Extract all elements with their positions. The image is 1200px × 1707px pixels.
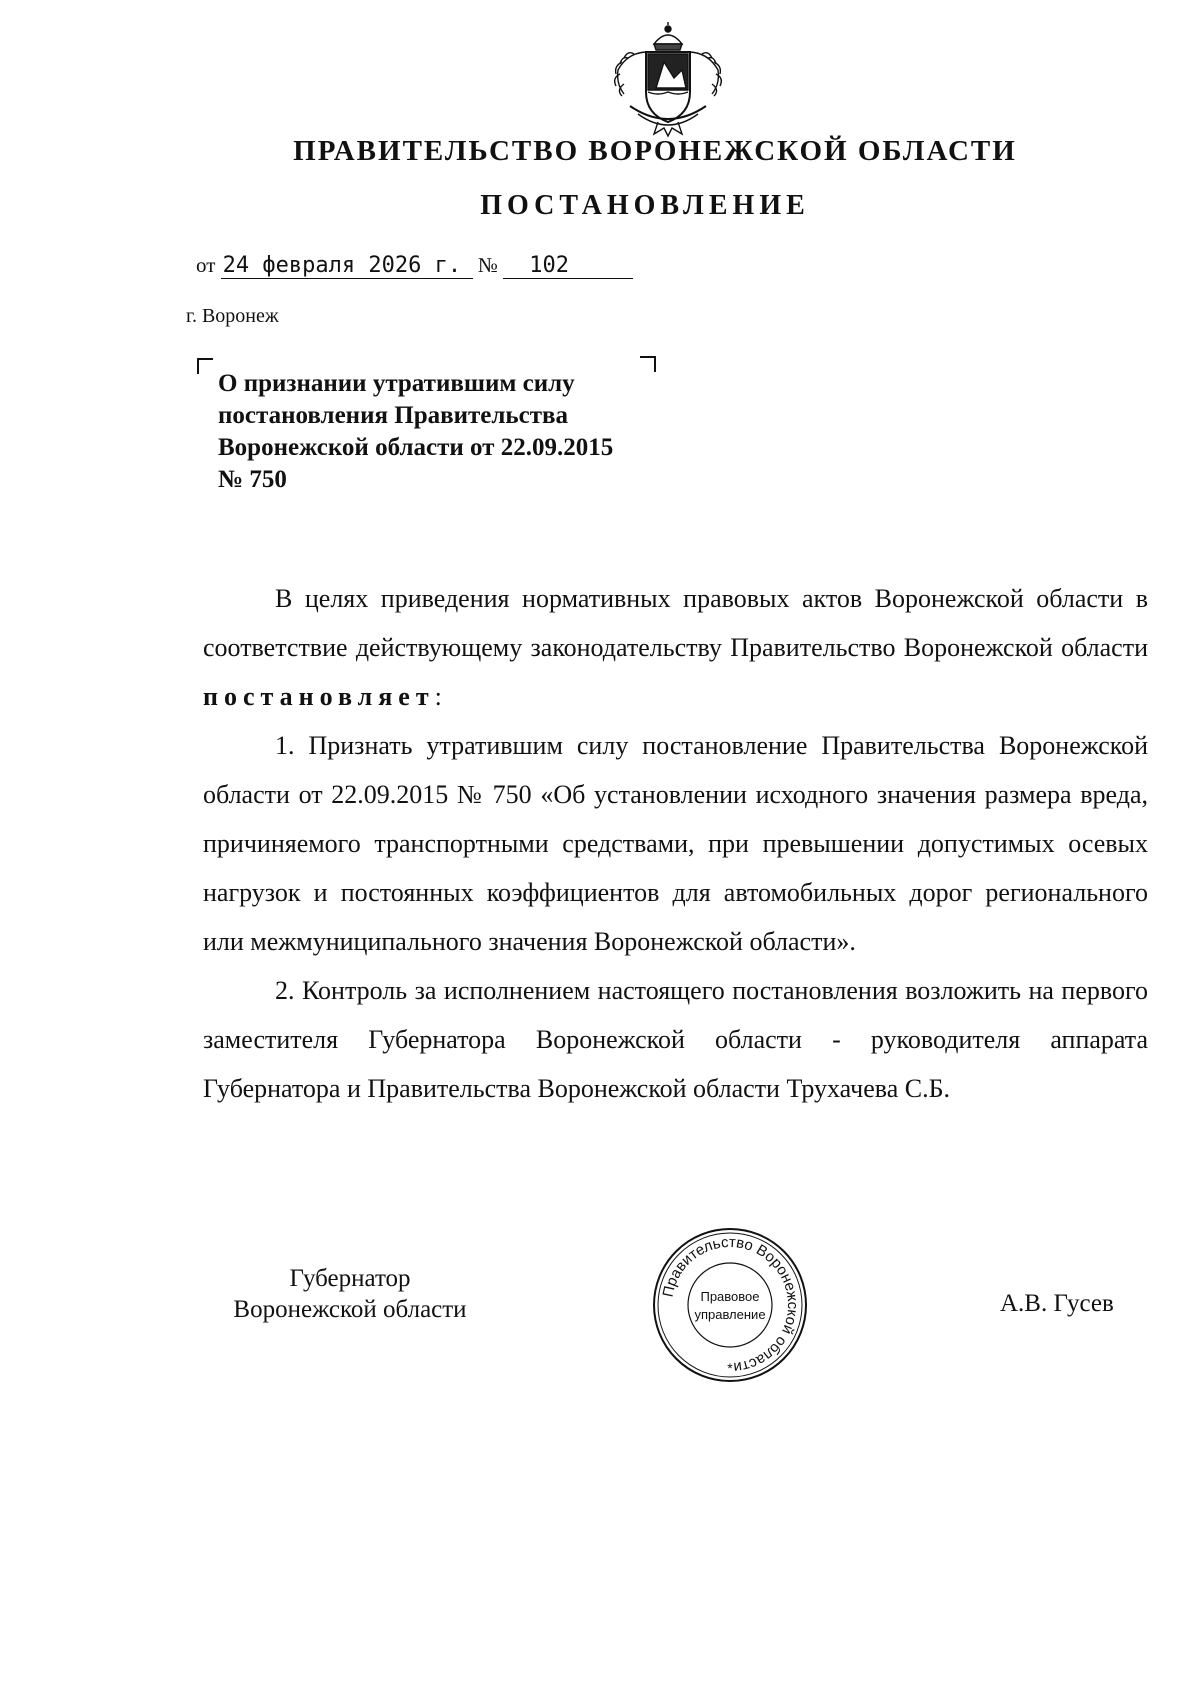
stamp-star: * — [727, 1360, 733, 1376]
stamp-center-line-1: Правовое — [700, 1289, 760, 1304]
organization-title: ПРАВИТЕЛЬСТВО ВОРОНЕЖСКОЙ ОБЛАСТИ — [293, 135, 1017, 167]
date-number-line — [196, 253, 633, 279]
item-2-paragraph: 2. Контроль за исполнением настоящего постановления возложить на первого заместителя Губернатора Воронежской области - руководителя аппарата Губернатора и Правительства Воронежской области Трухачева С.Б. — [203, 976, 1148, 1103]
document-subject: О признании утратившим силу постановления Правительства Воронежской области от 22.09.2015 № 750 — [218, 370, 614, 493]
signatory-position — [200, 1263, 500, 1325]
position-line-2: Воронежской области — [233, 1296, 467, 1323]
item-1-paragraph: 1. Признать утратившим силу постановление Правительства Воронежской области от 22.09.2015 № 750 «Об установлении исходного значения размера вреда, причиняемого транспортными средствами, при превышении допустимых осевых нагрузок и постоянных коэффициентов для автомобильных дорог регионального или межмуниципального значения Воронежской области». — [203, 731, 1148, 956]
document-date: 24 февраля 2026 г. — [222, 253, 462, 278]
official-stamp — [650, 1225, 810, 1385]
number-label: № — [477, 253, 498, 277]
signatory-name: А.В. Гусев — [1000, 1290, 1114, 1317]
document-body — [203, 574, 1148, 1113]
document-number: 102 — [529, 253, 569, 278]
intro-text: В целях приведения нормативных правовых актов Воронежской области в соответствие действующему законодательству Правительство Воронежской области — [203, 584, 1148, 662]
document-type: ПОСТАНОВЛЕНИЕ — [480, 190, 810, 221]
position-line-1: Губернатор — [289, 1265, 411, 1292]
subject-corner-right — [640, 356, 656, 372]
stamp-center-line-2: управление — [694, 1307, 766, 1322]
resolves-suffix: : — [434, 682, 442, 711]
resolves-word: постановляет — [203, 682, 435, 711]
intro-paragraph — [203, 574, 1148, 721]
stamp-ring-text: Правительство Воронежской области — [659, 1233, 802, 1376]
from-label: от — [196, 253, 216, 277]
coat-of-arms-icon — [608, 22, 728, 138]
city: г. Воронеж — [186, 305, 279, 327]
subject-corner-left — [197, 358, 213, 374]
